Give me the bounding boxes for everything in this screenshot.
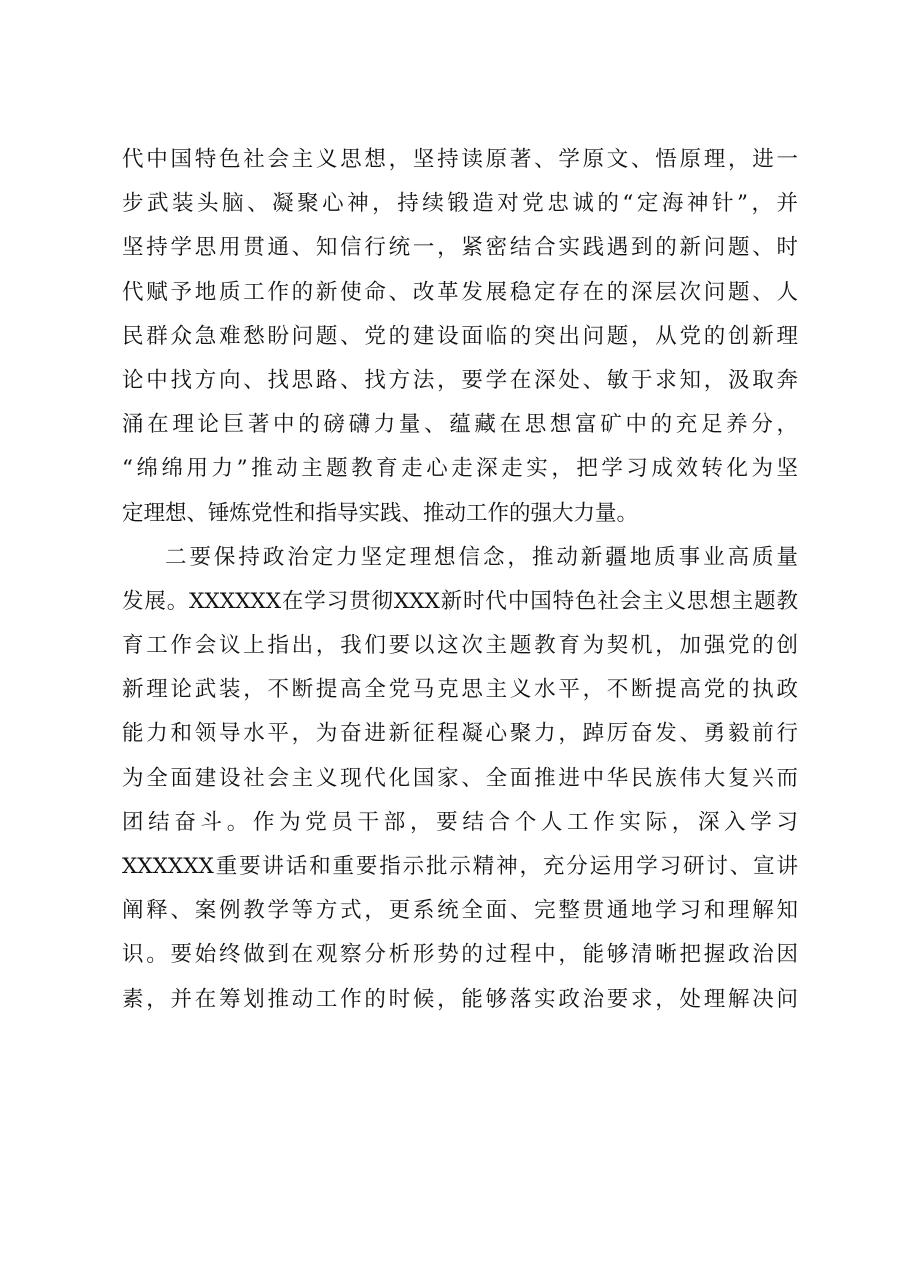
paragraph-start-line: 二要保持政治定力坚定理想信念，推动新疆地质事业高质量	[165, 544, 798, 570]
text-line: 阐释、案例教学等方式，更系统全面、完整贯通地学习和理解知	[122, 898, 798, 924]
document-body	[122, 138, 798, 1022]
text-line: 步武装头脑、凝聚心神，持续锻造对党忠诚的“定海神针”，并	[122, 191, 798, 217]
text-line: 为全面建设社会主义现代化国家、全面推进中华民族伟大复兴而	[122, 765, 798, 791]
text-line: 识。要始终做到在观察分析形势的过程中，能够清晰把握政治因	[122, 942, 798, 968]
text-line: 育工作会议上指出，我们要以这次主题教育为契机，加强党的创	[122, 633, 798, 659]
text-line: 代中国特色社会主义思想，坚持读原著、学原文、悟原理，进一	[122, 147, 798, 172]
text-line: 涌在理论巨著中的磅礴力量、蕴藏在思想富矿中的充足养分，	[122, 412, 798, 438]
text-line: 新理论武装，不断提高全党马克思主义水平，不断提高党的执政	[122, 677, 798, 703]
text-line: 能力和领导水平，为奋进新征程凝心聚力，踔厉奋发、勇毅前行	[122, 721, 798, 747]
text-line: 坚持学思用贯通、知信行统一，紧密结合实践遇到的新问题、时	[122, 235, 798, 261]
text-line: 素，并在筹划推动工作的时候，能够落实政治要求，处理解决问	[122, 986, 798, 1012]
text-line: 论中找方向、找思路、找方法，要学在深处、敏于求知，汲取奔	[122, 367, 798, 393]
text-line: 民群众急难愁盼问题、党的建设面临的突出问题，从党的创新理	[122, 323, 798, 349]
text-line: 发展。XXXXXX在学习贯彻XXX新时代中国特色社会主义思想主题教	[122, 588, 798, 614]
text-line: 团结奋斗。作为党员干部，要结合个人工作实际，深入学习	[122, 809, 798, 835]
text-line: XXXXXX重要讲话和重要指示批示精神，充分运用学习研讨、宣讲	[122, 854, 798, 879]
text-line: “绵绵用力”推动主题教育走心走深走实，把学习成效转化为坚	[122, 456, 798, 482]
text-line: 代赋予地质工作的新使命、改革发展稳定存在的深层次问题、人	[122, 279, 798, 305]
text-line: 定理想、锤炼党性和指导实践、推动工作的强大力量。	[122, 500, 639, 526]
